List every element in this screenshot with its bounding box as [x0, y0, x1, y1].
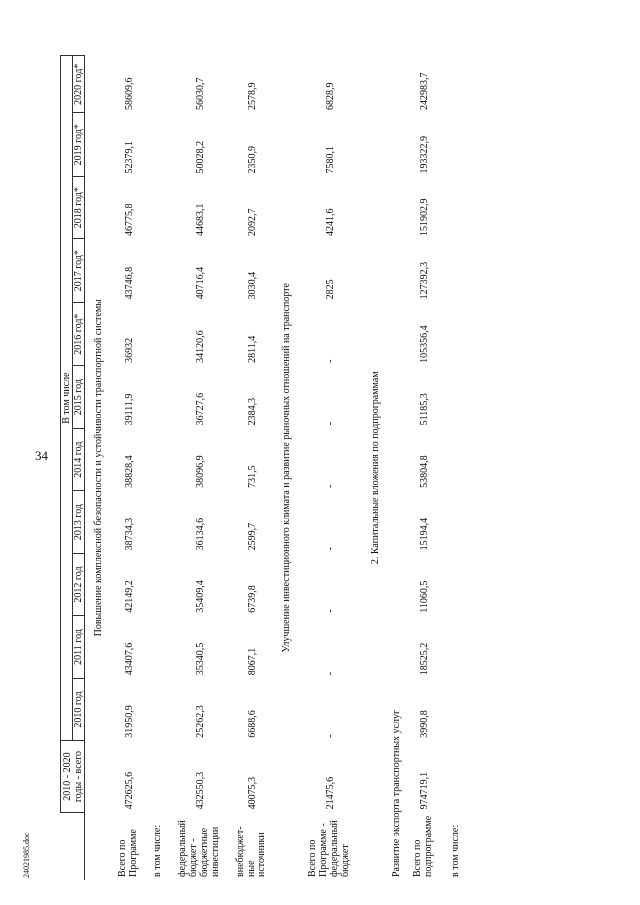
cell-value: 2811,4: [246, 335, 258, 363]
cell-value: 974719,1: [418, 771, 430, 810]
cell-value: 53804,8: [418, 455, 430, 488]
cell-value: [445, 366, 467, 428]
cell-value: 3030,4: [246, 271, 258, 300]
cell-value: [445, 176, 467, 238]
section-subtitle: Развитие экспорта транспортных услуг: [390, 709, 402, 877]
cell-value: [445, 678, 467, 740]
cell-value: [147, 366, 169, 428]
cell-value: [445, 616, 467, 678]
cell-value: 38096,9: [194, 455, 206, 488]
table-row: [231, 56, 273, 881]
cell-value: -: [324, 359, 336, 363]
cell-value: 44683,1: [194, 203, 206, 236]
cell-value: [147, 302, 169, 365]
cell-value: [445, 428, 467, 490]
cell-value: 31950,9: [123, 705, 135, 738]
cell-value: 3990,8: [418, 710, 430, 738]
cell-value: 731,5: [246, 465, 258, 488]
cell-value: [445, 56, 467, 113]
rotated-table-block: [60, 40, 560, 880]
cell-value: 42149,2: [123, 580, 135, 613]
cell-value: 6828,9: [324, 82, 336, 110]
table-header: [61, 56, 85, 881]
page-number: 34: [35, 448, 48, 463]
row-label: федеральный бюджет - бюджетные инвестиции: [177, 820, 221, 877]
cell-value: 43746,8: [123, 266, 135, 300]
cell-value: 432550,3: [194, 771, 206, 810]
cell-value: 52379,1: [123, 140, 135, 174]
cell-value: -: [324, 422, 336, 426]
year-header-3: 2013 год: [73, 491, 85, 553]
year-header-1: 2011 год: [73, 616, 85, 678]
cell-value: -: [324, 734, 336, 738]
cell-value: 58609,6: [123, 77, 135, 110]
year-header-9: 2019 год*: [73, 113, 85, 176]
cell-value: 6739,8: [246, 585, 258, 613]
cell-value: -: [324, 484, 336, 488]
cell-value: 35409,4: [194, 580, 206, 613]
year-header-7: 2017 год*: [73, 239, 85, 302]
cell-value: 39111,9: [123, 393, 135, 426]
cell-value: 43407,6: [123, 642, 135, 676]
cell-value: 2825: [324, 279, 336, 300]
cell-value: 25262,3: [194, 705, 206, 738]
cell-value: 242983,7: [418, 72, 430, 110]
cell-value: 38734,3: [123, 517, 135, 551]
cell-value: [147, 741, 169, 813]
table-body: [85, 56, 468, 881]
cell-value: [445, 239, 467, 302]
row-label: в том числе:: [449, 824, 461, 877]
cell-value: 50028,2: [194, 140, 206, 174]
cell-value: 4241,6: [324, 208, 336, 236]
table-row: [403, 56, 445, 881]
table-row: [111, 56, 147, 881]
cell-value: [445, 741, 467, 813]
cell-value: 46775,8: [123, 203, 135, 236]
cell-value: [445, 553, 467, 615]
cell-value: 6688,6: [246, 710, 258, 738]
cell-value: [147, 553, 169, 615]
row-label: в том числе:: [151, 824, 163, 877]
cell-value: 56030,7: [194, 77, 206, 110]
cell-value: 40075,3: [246, 776, 258, 810]
year-header-5: 2015 год: [73, 366, 85, 428]
section-title: Повышение комплексной безопасности и устойчивости транспортной системы: [92, 299, 104, 637]
cell-value: 472625,6: [123, 771, 135, 810]
table-row: [147, 56, 169, 881]
cell-value: 36932: [123, 337, 135, 363]
cell-value: [147, 176, 169, 238]
group-header: В том числе: [61, 56, 73, 741]
cell-value: -: [324, 609, 336, 613]
cell-value: 7580,1: [324, 145, 336, 174]
cell-value: 18525,2: [418, 642, 430, 676]
cell-value: 11060,5: [418, 580, 430, 613]
cell-value: [445, 491, 467, 553]
year-header-4: 2014 год: [73, 428, 85, 490]
cell-value: [147, 491, 169, 553]
footer-filename: 24021985.doc: [22, 832, 31, 878]
cell-value: [147, 56, 169, 113]
year-header-10: 2020 год*: [73, 56, 85, 113]
cell-value: [147, 239, 169, 302]
cell-value: 34120,6: [194, 330, 206, 363]
year-header-6: 2016 год*: [73, 302, 85, 365]
total-column-header: 2010 - 2020 годы - всего: [61, 741, 85, 813]
row-label: Всего по Программе: [117, 829, 139, 877]
row-label: Всего по подпрограмме: [412, 815, 434, 877]
cell-value: [147, 113, 169, 176]
cell-value: [147, 678, 169, 740]
cell-value: 38828,4: [123, 455, 135, 488]
cell-value: 21475,6: [324, 776, 336, 810]
cell-value: 15194,4: [418, 517, 430, 551]
cell-value: 193322,9: [418, 135, 430, 174]
cell-value: 2578,9: [246, 82, 258, 110]
cell-value: 40716,4: [194, 266, 206, 300]
cell-value: 2350,9: [246, 145, 258, 174]
cell-value: [147, 616, 169, 678]
cell-value: 36727,6: [194, 392, 206, 426]
table-row: [169, 56, 231, 881]
year-header-0: 2010 год: [73, 678, 85, 740]
cell-value: -: [324, 671, 336, 676]
cell-value: 35340,5: [194, 642, 206, 676]
section-title: Улучшение инвестиционного климата и развитие рыночных отношений на транспорте: [280, 283, 292, 653]
cell-value: [445, 113, 467, 176]
section-title: 2. Капитальные вложения по подпрограммам: [369, 371, 381, 565]
row-label: внебюджет-ные источники: [234, 826, 268, 877]
cell-value: 36134,6: [194, 517, 206, 551]
cell-value: 2092,7: [246, 208, 258, 236]
investment-table: [60, 55, 467, 880]
cell-value: 8067,1: [246, 647, 258, 676]
cell-value: [445, 302, 467, 365]
cell-value: 2599,7: [246, 522, 258, 551]
cell-value: 151902,9: [418, 198, 430, 236]
table-row: [445, 56, 467, 881]
cell-value: -: [324, 546, 336, 551]
year-header-2: 2012 год: [73, 553, 85, 615]
cell-value: 127392,3: [418, 261, 430, 300]
cell-value: 2384,3: [246, 397, 258, 426]
year-header-8: 2018 год*: [73, 176, 85, 238]
cell-value: [147, 428, 169, 490]
cell-value: 105356,4: [418, 325, 430, 363]
cell-value: 51185,3: [418, 393, 430, 426]
row-label: Всего по Программе - федеральный бюджет: [307, 820, 351, 877]
table-row: [299, 56, 361, 881]
